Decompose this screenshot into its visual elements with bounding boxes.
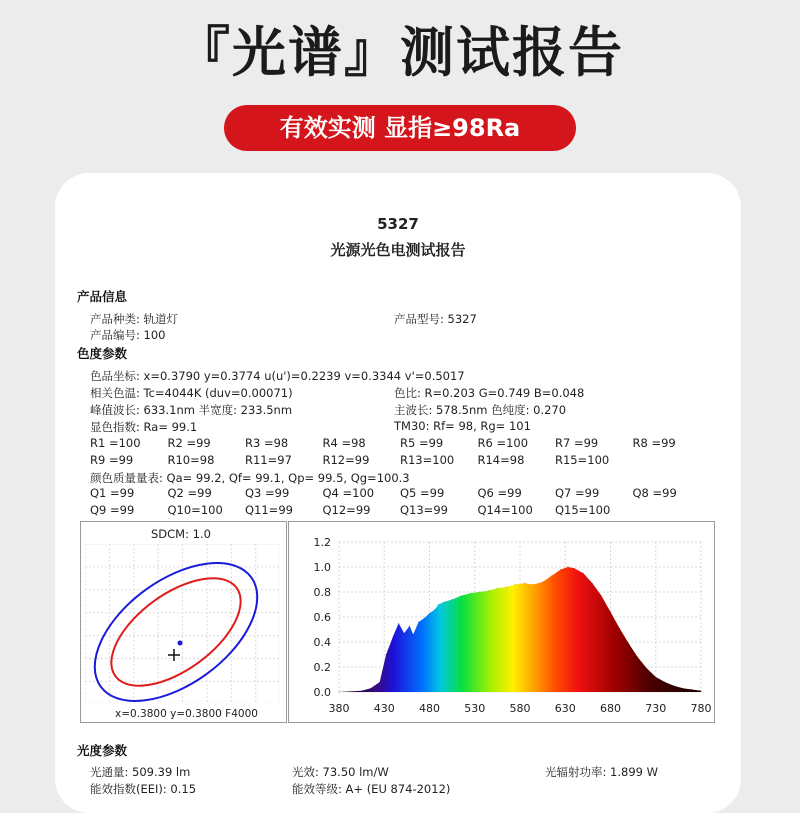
spectrum-point bbox=[533, 584, 534, 585]
q-value: Q1 =99 bbox=[90, 486, 135, 500]
cri-value: 显色指数: Ra= 99.1 bbox=[90, 420, 198, 434]
report-card bbox=[55, 173, 741, 813]
r-value: R13=100 bbox=[400, 453, 455, 467]
x-tick-label: 530 bbox=[464, 702, 486, 715]
spectrum-point bbox=[386, 654, 387, 655]
x-tick-label: 780 bbox=[690, 702, 712, 715]
x-tick-label: 680 bbox=[600, 702, 621, 715]
r-value: R4 =98 bbox=[322, 436, 366, 450]
tm30-value: TM30: Rf= 98, Rg= 101 bbox=[394, 419, 531, 433]
spectrum-point bbox=[434, 609, 435, 610]
q-value: Q13=99 bbox=[400, 503, 448, 517]
spectrum-point bbox=[361, 690, 362, 691]
chroma-section-title: 色度参数 bbox=[77, 346, 128, 361]
product-model: 产品型号: 5327 bbox=[394, 312, 477, 326]
r-value: R8 =99 bbox=[632, 436, 676, 450]
q-value: Q11=99 bbox=[245, 503, 293, 517]
spectrum-point bbox=[551, 575, 552, 576]
spectrum-point bbox=[619, 628, 620, 629]
spectrum-point bbox=[409, 625, 410, 626]
q-value: Q2 =99 bbox=[167, 486, 212, 500]
spectrum-panel bbox=[288, 521, 715, 723]
r-value: R3 =98 bbox=[245, 436, 289, 450]
spectrum-point bbox=[628, 643, 629, 644]
spectrum-point bbox=[488, 590, 489, 591]
spectrum-point bbox=[429, 613, 430, 614]
spectrum-point bbox=[506, 586, 507, 587]
spectrum-point bbox=[691, 689, 692, 690]
q-value: Q12=99 bbox=[322, 503, 371, 517]
product-id: 产品编号: 100 bbox=[90, 328, 166, 342]
spectrum-point bbox=[560, 569, 561, 570]
x-tick-label: 580 bbox=[509, 702, 531, 715]
spectrum-point bbox=[398, 623, 399, 624]
spectrum-point bbox=[700, 690, 701, 691]
spectrum-point bbox=[542, 581, 543, 582]
spectrum-point bbox=[452, 599, 453, 600]
cri-badge: 有效实测 显指≥98Ra bbox=[224, 105, 576, 151]
r-value: R6 =100 bbox=[477, 436, 529, 450]
q-value: Q9 =99 bbox=[90, 503, 135, 517]
spectrum-point bbox=[567, 566, 568, 567]
x-tick-label: 430 bbox=[373, 702, 395, 715]
dominant-wavelength: 主波长: 578.5nm 色纯度: 0.270 bbox=[394, 403, 567, 417]
y-tick-label: 0.4 bbox=[313, 636, 331, 649]
spectrum-area bbox=[339, 567, 701, 692]
r-value: R15=100 bbox=[555, 453, 610, 467]
product-type: 产品种类: 轨道灯 bbox=[90, 312, 179, 326]
spectrum-point bbox=[338, 691, 339, 692]
report-number: 5327 bbox=[377, 215, 419, 233]
luminous-efficacy: 光效: 73.50 lm/W bbox=[292, 765, 389, 779]
q-value: Q3 =99 bbox=[245, 486, 290, 500]
q-value: Q6 =99 bbox=[477, 486, 522, 500]
x-tick-label: 730 bbox=[645, 702, 667, 715]
spectrum-point bbox=[418, 621, 419, 622]
spectrum-point bbox=[637, 656, 638, 657]
radiant-power: 光辐射功率: 1.899 W bbox=[545, 765, 658, 779]
energy-class: 能效等级: A+ (EU 874-2012) bbox=[292, 782, 451, 796]
spectrum-point bbox=[461, 595, 462, 596]
q-value: Q14=100 bbox=[477, 503, 533, 517]
chromaticity-panel bbox=[80, 521, 287, 723]
chromaticity-plot bbox=[85, 544, 280, 704]
sdcm-label: SDCM: 1.0 bbox=[151, 527, 211, 541]
spectrum-point bbox=[443, 601, 444, 602]
y-tick-label: 1.2 bbox=[313, 536, 331, 549]
spectrum-point bbox=[524, 583, 525, 584]
page-headline: 『光谱』测试报告 bbox=[176, 21, 624, 84]
spectrum-point bbox=[413, 634, 414, 635]
sdcm-inner-ellipse bbox=[93, 557, 259, 704]
r-value: R1 =100 bbox=[90, 436, 141, 450]
r-value: R14=98 bbox=[477, 453, 525, 467]
chroma-coordinates: 色品坐标: x=0.3790 y=0.3774 u(u')=0.2239 v=0.3344 v'=0.5017 bbox=[90, 369, 465, 383]
measured-point bbox=[178, 641, 183, 646]
x-tick-label: 630 bbox=[554, 702, 576, 715]
spectrum-point bbox=[610, 611, 611, 612]
spectrum-point bbox=[583, 573, 584, 574]
y-tick-label: 0.2 bbox=[313, 661, 331, 674]
spectrum-point bbox=[438, 604, 439, 605]
photometric-section-title: 光度参数 bbox=[77, 743, 128, 758]
y-tick-label: 1.0 bbox=[313, 561, 331, 574]
spectrum-point bbox=[424, 618, 425, 619]
q-value: Q5 =99 bbox=[400, 486, 445, 500]
q-value: Q8 =99 bbox=[632, 486, 677, 500]
spectrum-point bbox=[592, 583, 593, 584]
r-value: R11=97 bbox=[245, 453, 292, 467]
x-tick-label: 380 bbox=[328, 702, 350, 715]
color-ratio: 色比: R=0.203 G=0.749 B=0.048 bbox=[394, 386, 585, 400]
q-value: Q10=100 bbox=[167, 503, 223, 517]
y-tick-label: 0.0 bbox=[313, 686, 331, 699]
r-value: R5 =99 bbox=[400, 436, 444, 450]
x-tick-label: 480 bbox=[419, 702, 440, 715]
spectrum-point bbox=[515, 584, 516, 585]
r-value: R2 =99 bbox=[167, 436, 211, 450]
spectrum-point bbox=[379, 681, 380, 682]
spectrum-chart bbox=[289, 522, 714, 722]
r-value: R7 =99 bbox=[555, 436, 599, 450]
spectrum-point bbox=[470, 593, 471, 594]
spectrum-point bbox=[601, 595, 602, 596]
q-value: Q7 =99 bbox=[555, 486, 600, 500]
product-section-title: 产品信息 bbox=[77, 289, 128, 304]
spectrum-point bbox=[370, 688, 371, 689]
spectrum-point bbox=[497, 588, 498, 589]
peak-wavelength: 峰值波长: 633.1nm 半宽度: 233.5nm bbox=[90, 403, 293, 417]
spectrum-point bbox=[655, 676, 656, 677]
sdcm-footer: x=0.3800 y=0.3800 F4000 bbox=[115, 708, 258, 720]
spectrum-point bbox=[682, 688, 683, 689]
q-value: Q4 =100 bbox=[322, 486, 375, 500]
spectrum-point bbox=[664, 681, 665, 682]
y-tick-label: 0.6 bbox=[313, 611, 331, 624]
y-tick-label: 0.8 bbox=[313, 586, 331, 599]
cct-value: 相关色温: Tc=4044K (duv=0.00071) bbox=[90, 386, 293, 400]
r-value: R12=99 bbox=[322, 453, 370, 467]
spectrum-point bbox=[646, 668, 647, 669]
spectrum-point bbox=[479, 591, 480, 592]
r-value: R10=98 bbox=[167, 453, 215, 467]
spectrum-point bbox=[673, 685, 674, 686]
q-value: Q15=100 bbox=[555, 503, 611, 517]
luminous-flux: 光通量: 509.39 lm bbox=[90, 765, 191, 779]
energy-index: 能效指数(EEI): 0.15 bbox=[90, 782, 197, 796]
report-title: 光源光色电测试报告 bbox=[330, 241, 466, 259]
cqs-values: 颜色质量量表: Qa= 99.2, Qf= 99.1, Qp= 99.5, Qg=100.3 bbox=[90, 471, 410, 485]
spectrum-point bbox=[574, 568, 575, 569]
r-value: R9 =99 bbox=[90, 453, 134, 467]
spectrum-point bbox=[404, 633, 405, 634]
spectrum-point bbox=[393, 635, 394, 636]
